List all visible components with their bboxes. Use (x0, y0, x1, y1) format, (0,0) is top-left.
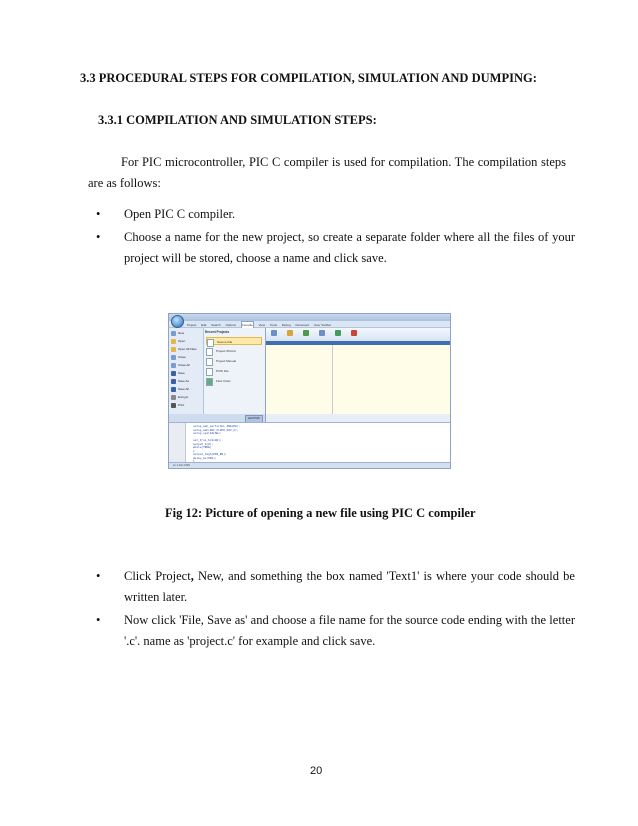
menu-item: Search (211, 323, 221, 327)
file-commands (169, 328, 204, 422)
menu-footer (169, 414, 265, 422)
recent-projects-title: Recent Projects (205, 330, 230, 334)
app-orb-icon (171, 315, 184, 328)
menu-item: Debug (281, 323, 291, 327)
code-line: setup_spi(FALSE); (193, 432, 222, 435)
intro-paragraph: For PIC microcontroller, PIC C compiler is used for compilation. The compilation steps are as follows: (88, 155, 566, 190)
code-line: output_high(PIN_B0); (193, 453, 227, 456)
list-item-text: Choose a name for the new project, so create a separate folder where all the files of your project will be stored, choose a name and click save. (124, 230, 575, 265)
toolbar-icon (303, 330, 309, 336)
toolbar-icon (351, 330, 357, 336)
toolbar-icon (319, 330, 325, 336)
list-item-text: Open PIC C compiler. (124, 207, 236, 221)
menu-command: Close (171, 354, 201, 361)
section-heading: 3.3 PROCEDURAL STEPS FOR COMPILATION, SIMULATION AND DUMPING: (80, 71, 537, 85)
line-gutter (169, 423, 186, 463)
code-line: output_b(0); (193, 442, 214, 446)
code-line: setup_adc_ports(ALL_ANALOG); (193, 425, 240, 428)
menu-item: Options (225, 323, 236, 327)
recent-item: PCW File (206, 367, 262, 375)
menu-item: Compile (241, 321, 254, 330)
menu-item: User Toolbar (313, 323, 331, 327)
recent-item: Flow Chart (206, 377, 262, 385)
menu-command: Save As (171, 378, 201, 385)
recent-item: Project Manual (206, 357, 262, 365)
status-bar (169, 462, 451, 469)
recent-item: Project Wizard (206, 347, 262, 355)
list-item-text: Now click 'File, Save as' and choose a file name for the source code ending with the letter '.c'. name as 'project.c' for example and click save. (124, 613, 575, 648)
editor-area (265, 345, 451, 414)
compiler-screenshot (168, 313, 451, 469)
menu-item: Tools (269, 323, 277, 327)
code-line: { (193, 449, 195, 453)
page-number: 20 (310, 765, 323, 777)
list-item-text: Click Project, New, and something the box named 'Text1' is where your code should be written later. (124, 569, 575, 604)
code-editor (169, 422, 451, 463)
code-line: delay_ms(500); (193, 456, 217, 460)
toolbar-icon (271, 330, 277, 336)
ribbon-toolbar (265, 328, 451, 342)
menu-item: View (258, 323, 266, 327)
menu-bar (169, 321, 450, 328)
bullet-icon: • (96, 613, 101, 627)
figure-caption: Fig 12: Picture of opening a new file using PIC C compiler (165, 506, 476, 520)
menu-command: Close All (171, 362, 201, 369)
menu-command: Encrypt (171, 394, 201, 401)
recent-item: Source File (206, 337, 262, 345)
subsection-heading: 3.3.1 COMPILATION AND SIMULATION STEPS: (98, 113, 377, 127)
window-title-bar (169, 314, 450, 321)
bullet-icon: • (96, 230, 101, 244)
application-menu (169, 328, 266, 422)
bullet-icon: • (96, 207, 101, 221)
menu-command: Save (171, 370, 201, 377)
menu-command: Open All Files (171, 346, 201, 353)
menu-command: New (171, 330, 201, 337)
menu-command: Print (171, 402, 201, 409)
menu-item: Document (295, 323, 310, 327)
exit-button: Exit PCW (245, 415, 263, 423)
code-line: while(TRUE) (193, 446, 212, 449)
toolbar-icon (335, 330, 341, 336)
menu-item: Edit (201, 323, 207, 327)
code-line: set_tris_b(0x00); (193, 439, 222, 442)
menu-item: Project (187, 323, 197, 327)
menu-command: Open (171, 338, 201, 345)
bullet-icon: • (96, 569, 101, 583)
margin-line (332, 345, 333, 414)
menu-command: Save All (171, 386, 201, 393)
toolbar-icon (287, 330, 293, 336)
code-line: setup_adc(ADC_CLOCK_DIV_2); (193, 428, 239, 432)
status-text: Ln 1 Col 1 INS (173, 464, 190, 467)
